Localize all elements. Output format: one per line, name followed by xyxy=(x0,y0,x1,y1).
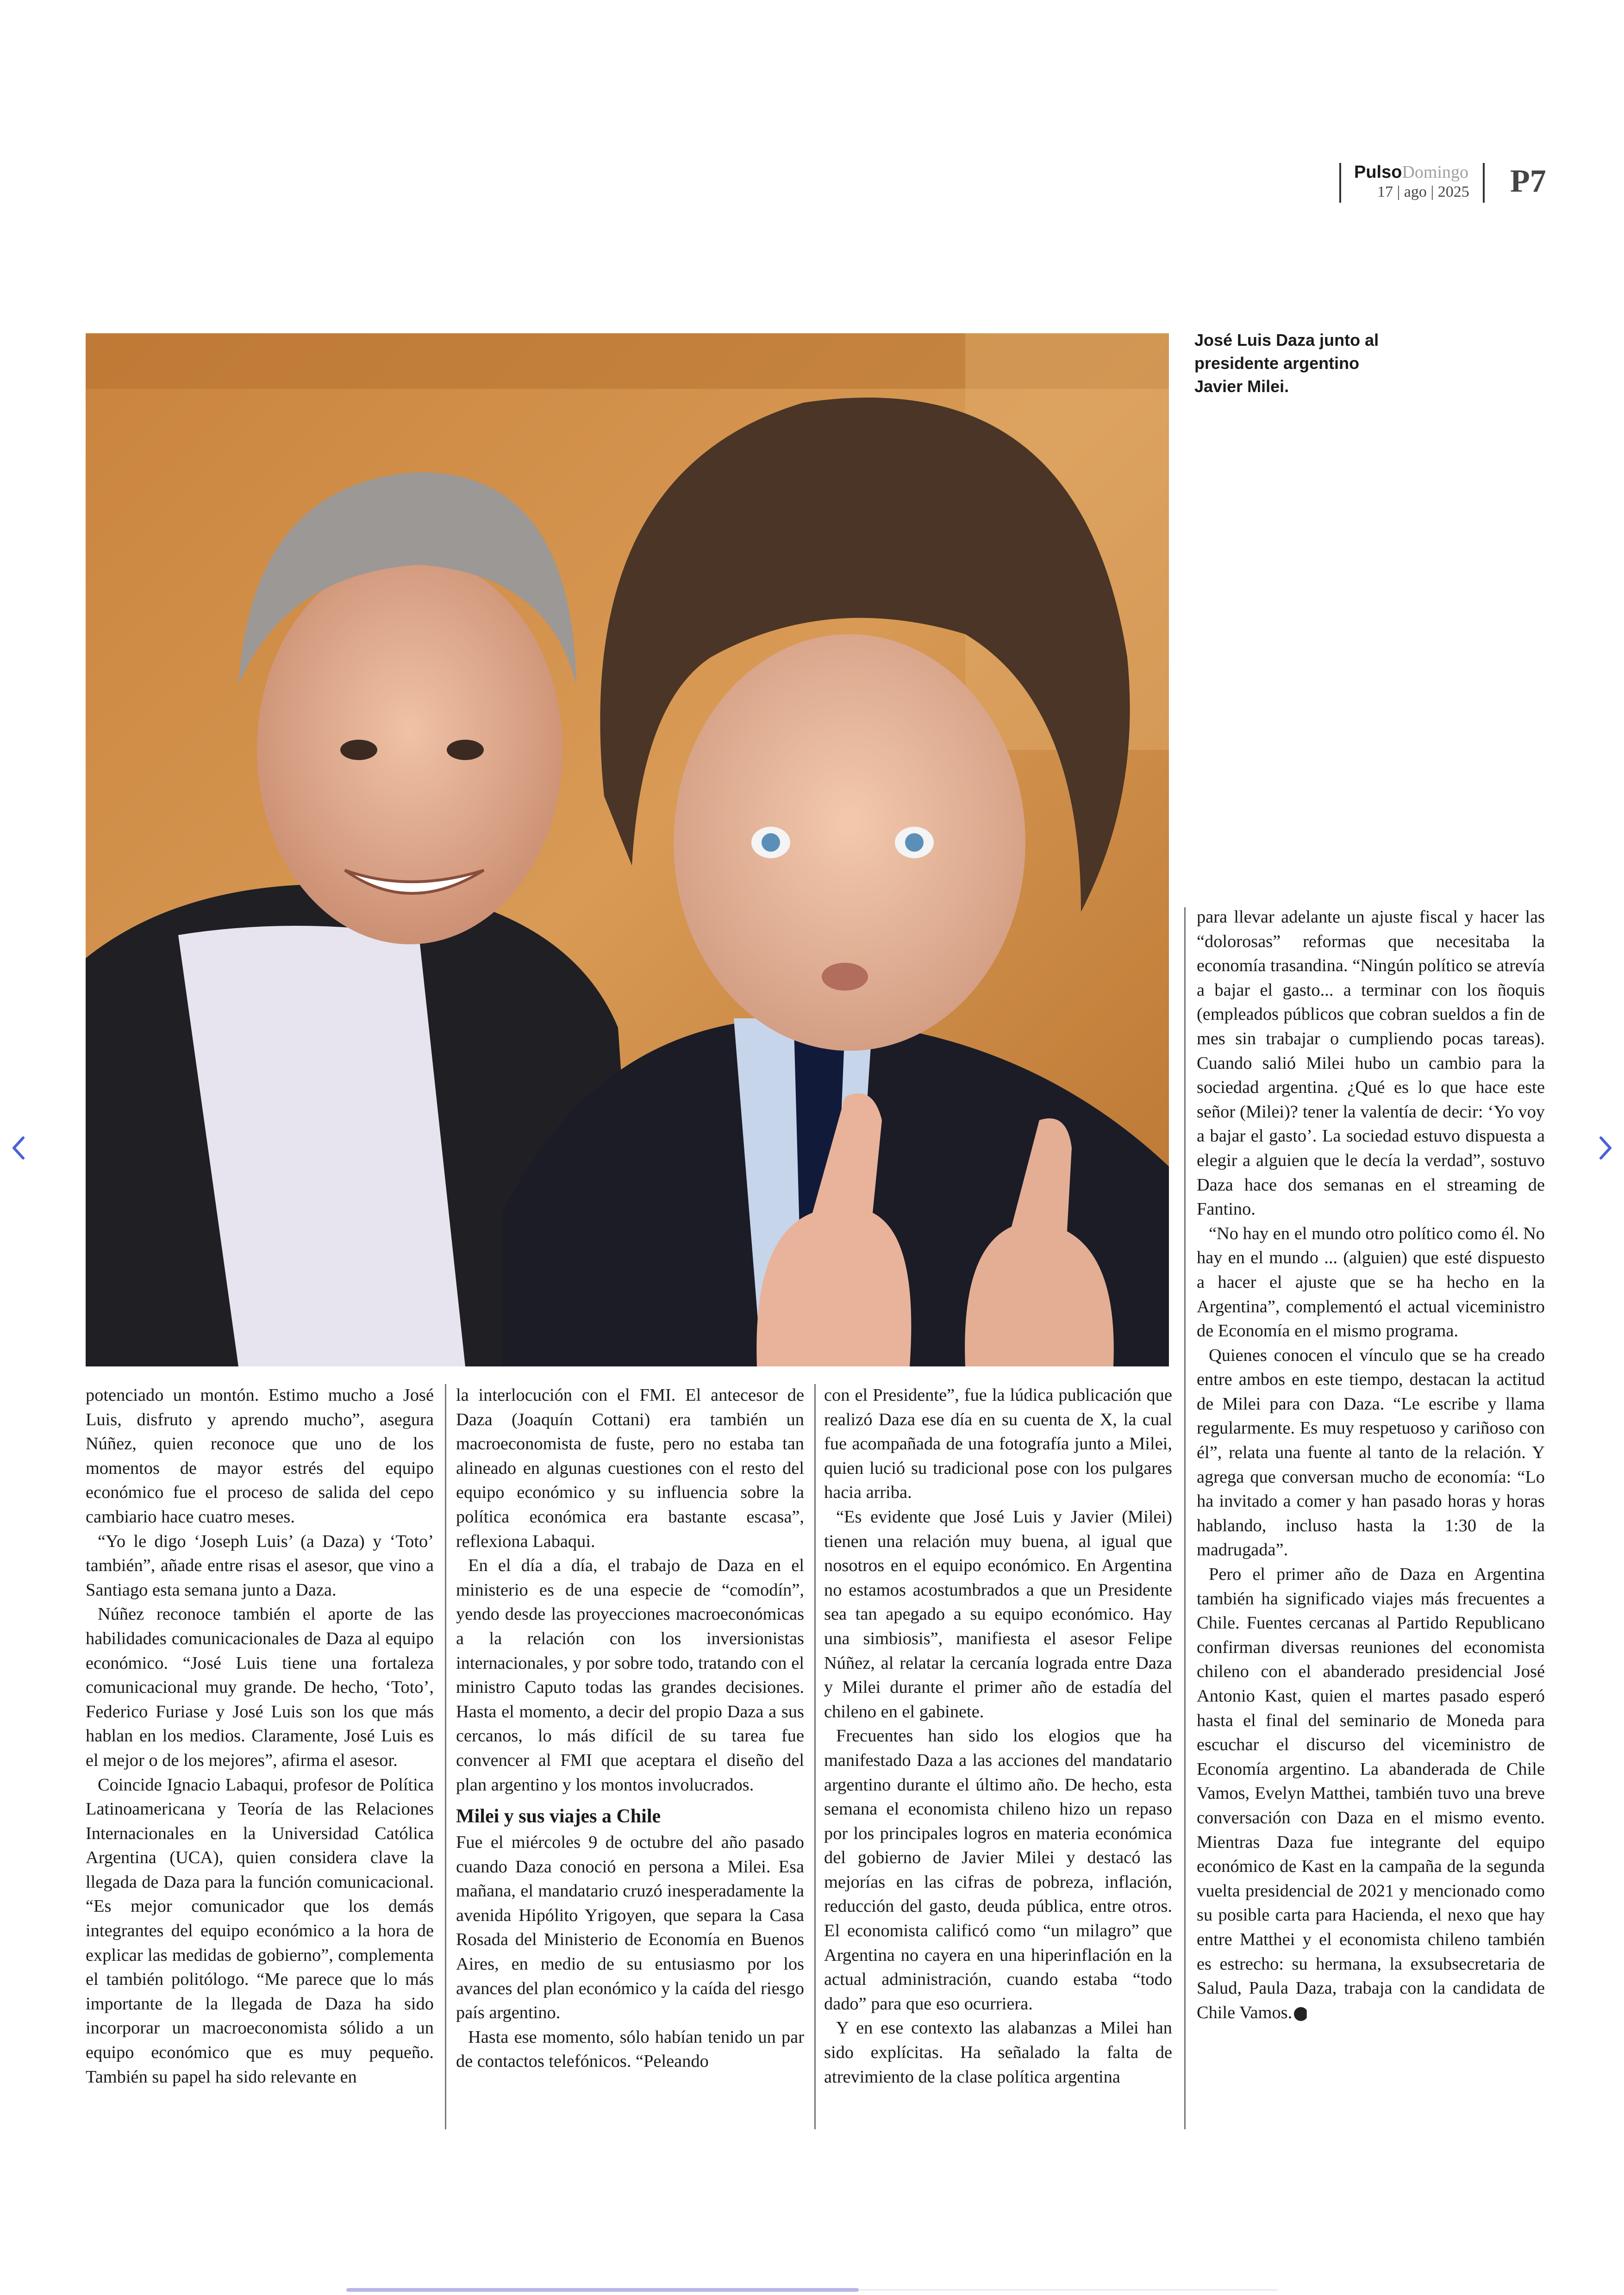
paragraph: Frecuentes han sido los elogios que ha manifestado Daza a las acciones del mandatario argentino durante el último año. De hecho, esta semana el economista chileno hizo un repaso por los principales logros en materia económica del gobierno de Javier Milei y destacó las mejorías en las cifras de pobreza, inflación, reducción del gasto, deuda pública, entre otros. El economista calificó como “un milagro” que Argentina no cayera en una hiperinflación en la actual administración, cuando estaba “todo dado” para que eso ocurriera. xyxy=(824,1726,1172,2014)
end-of-article-mark-icon: P xyxy=(1294,2007,1308,2021)
article-photo xyxy=(86,333,1169,1366)
photo-caption: José Luis Daza junto al presidente argentino Javier Milei. xyxy=(1194,331,1379,396)
paragraph: En el día a día, el trabajo de Daza en el ministerio es de una especie de “comodín”, yendo desde las proyecciones macroeconómicas a la relación con los inversionistas internacionales, y por sobre todo, tratando con el ministro Caputo todas las grandes decisiones. Hasta el momento, a decir del propio Daza a sus cercanos, lo más difícil de su tarea fue convencer al FMI que aceptara el diseño del plan argentino y los montos involucrados. xyxy=(456,1556,804,1795)
brand-main: Pulso xyxy=(1354,162,1402,182)
article-column-4 xyxy=(1197,905,1545,2025)
section-heading: Milei y sus viajes a Chile xyxy=(456,1806,661,1827)
paragraph: Quienes conocen el vínculo que se ha creado entre ambos en este tiempo, destacan la actitud de Milei para con Daza. “Le escribe y llama regularmente. Es muy respetuoso y cariñoso con él”, relata una fuente al tanto de la relación. Y agrega que conversan mucho de economía: “Lo ha invitado a comer y han pasado horas y horas hablando, incluso hasta la 1:30 de la madrugada”. xyxy=(1197,1345,1545,1560)
column-divider xyxy=(814,1384,816,2129)
issue-date: 17 | ago | 2025 xyxy=(1377,183,1469,200)
header-divider-right xyxy=(1483,163,1485,203)
photo-illustration xyxy=(86,333,1169,1366)
next-page-button[interactable] xyxy=(1596,1129,1615,1166)
page-number: P7 xyxy=(1510,163,1546,199)
paragraph: Núñez reconoce también el aporte de las habilidades comunicacionales de Daza al equipo económico. “José Luis tiene una fortaleza comunicacional muy grande. De hecho, ‘Toto’, Federico Furiase y José Luis son los que más hablan en los medios. Claramente, José Luis es el mejor o de los mejores”, afirma el asesor. xyxy=(86,1604,434,1770)
paragraph: Fue el miércoles 9 de octubre del año pasado cuando Daza conoció en persona a Milei. Esa mañana, el mandatario cruzó inesperadamente la avenida Hipólito Yrigoyen, que separa la Casa Rosada del Ministerio de Economía en Buenos Aires, en medio de su entusiasmo por los avances del plan económico y la caída del riesgo país argentino. xyxy=(456,1833,804,2023)
paragraph: para llevar adelante un ajuste fiscal y hacer las “dolorosas” reformas que necesitaba la economía trasandina. “Ningún político se atrevía a bajar el gasto... a terminar con los ñoquis (empleados públicos que cobran sueldos a fin de mes sin trabajar o cumpliendo pocas tareas). Cuando salió Milei hubo un cambio para la sociedad argentina. ¿Qué es lo que hace este señor (Milei)? tener la valentía de decir: ‘Yo voy a bajar el gasto’. La sociedad estuvo dispuesta a elegir a alguien que le decía la verdad”, sostuvo Daza hace dos semanas en el streaming de Fantino. xyxy=(1197,907,1545,1219)
scrollbar-thumb[interactable] xyxy=(346,2288,859,2292)
header-divider-left xyxy=(1339,163,1341,203)
paragraph: Y en ese contexto las alabanzas a Milei han sido explícitas. Ha señalado la falta de atrevimiento de la clase política argentina xyxy=(824,2018,1172,2087)
paragraph: “Es evidente que José Luis y Javier (Milei) tienen una relación muy buena, al igual que nosotros en el equipo económico. En Argentina no estamos acostumbrados a que un Presidente sea tan apegado a su equipo económico. Hay una simbiosis”, manifiesta el asesor Felipe Núñez, al relatar la cercanía lograda entre Daza y Milei durante el primer año de estadía del chileno en el gabinete. xyxy=(824,1507,1172,1721)
paragraph: Coincide Ignacio Labaqui, profesor de Política Latinoamericana y Teoría de las Relaciones Internacionales en la Universidad Católica Argentina (UCA), quien considera clave la llegada de Daza para la función comunicacional. “Es mejor comunicador que los demás integrantes del equipo económico a la hora de explicar las medidas de gobierno”, complementa el también politólogo. “Me parece que lo más importante de la llegada de Daza ha sido incorporar un macroeconomista sólido a un equipo económico que es muy pequeño. También su papel ha sido relevante en xyxy=(86,1775,434,2087)
paragraph: “Yo le digo ‘Joseph Luis’ (a Daza) y ‘Toto’ también”, añade entre risas el asesor, que vino a Santiago esta semana junto a Daza. xyxy=(86,1531,434,1600)
column-divider xyxy=(1184,907,1186,2129)
previous-page-button[interactable] xyxy=(9,1129,28,1166)
article-column-3 xyxy=(824,1383,1172,2089)
paragraph: Hasta ese momento, sólo habían tenido un par de contactos telefónicos. “Peleando xyxy=(456,2027,804,2071)
paragraph xyxy=(1197,1562,1545,2025)
paragraph: la interlocución con el FMI. El antecesor de Daza (Joaquín Cottani) era también un macroeconomista de fuste, pero no estaba tan alineado en algunas cuestiones con el resto del equipo económico y su influencia sobre la política económica era bastante escasa”, reflexiona Labaqui. xyxy=(456,1385,804,1551)
brand-sub: Domingo xyxy=(1402,162,1469,182)
paragraph: con el Presidente”, fue la lúdica publicación que realizó Daza ese día en su cuenta de X, la cual fue acompañada de una fotografía junto a Milei, quien lució su tradicional pose con los pulgares hacia arriba. xyxy=(824,1385,1172,1503)
article-column-2 xyxy=(456,1383,804,2074)
chevron-left-icon xyxy=(9,1129,28,1166)
column-divider xyxy=(445,1384,446,2129)
publication-brand xyxy=(1354,162,1468,182)
paragraph: potenciado un montón. Estimo mucho a José Luis, disfruto y aprendo mucho”, asegura Núñez, quien reconoce que uno de los momentos de mayor estrés del equipo económico fue el proceso de salida del cepo cambiario hace cuatro meses. xyxy=(86,1385,434,1527)
chevron-right-icon xyxy=(1596,1129,1615,1166)
paragraph-text: Pero el primer año de Daza en Argentina también ha significado viajes más frecuentes a Chile. Fuentes cercanas al Partido Republicano confirman diversas reuniones del economista chileno con el abanderado presidencial José Antonio Kast, quien el martes pasado esperó hasta el final del seminario de Moneda para escuchar el discurso del viceministro de Economía argentino. La abanderada de Chile Vamos, Evelyn Matthei, también tuvo una breve conversación con Daza en el mismo evento. Mientras Daza fue integrante del equipo económico de Kast en la campaña de la segunda vuelta presidencial de 2021 y mencionado como su posible carta para Hacienda, el nexo que hay entre Matthei y el economista chileno también es estrecho: su hermana, la exsubsecretaria de Salud, Paula Daza, trabaja con la candidata de Chile Vamos. xyxy=(1197,1565,1545,2022)
article-column-1 xyxy=(86,1383,434,2089)
paragraph: “No hay en el mundo otro político como él. No hay en el mundo ... (alguien) que esté dispuesto a hacer el ajuste que se ha hecho en la Argentina”, complementó el actual viceministro de Economía en el mismo programa. xyxy=(1197,1223,1545,1341)
